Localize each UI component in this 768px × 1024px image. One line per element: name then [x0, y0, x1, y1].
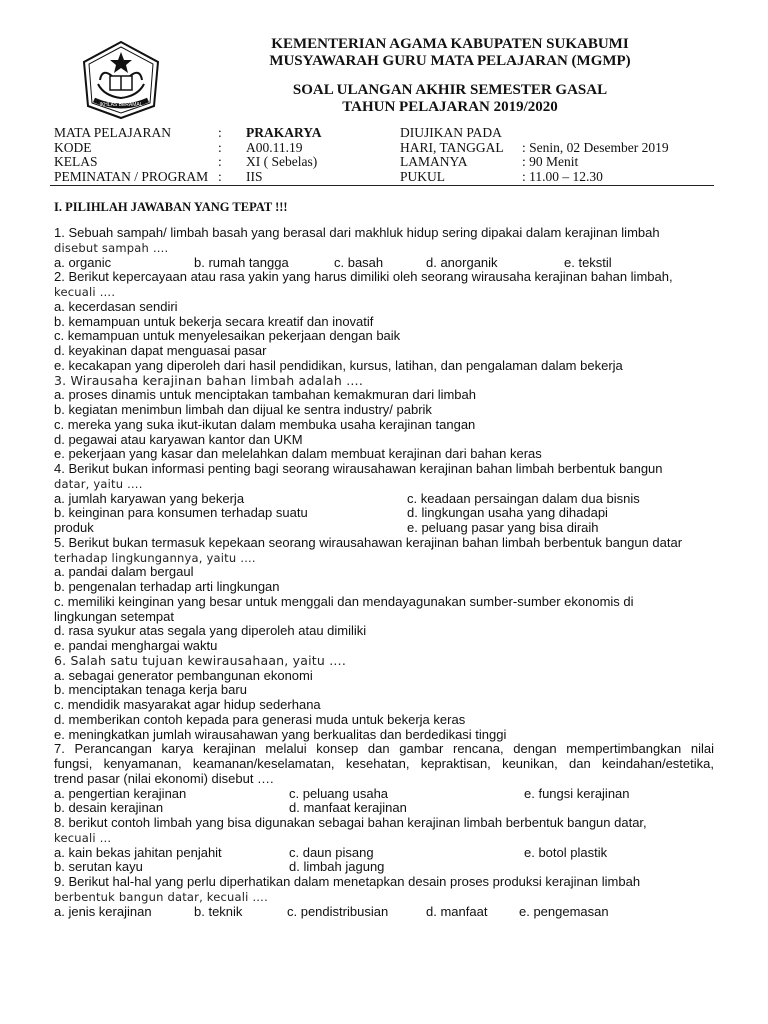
questions: [54, 226, 714, 919]
question-8-cont: kecuali …: [54, 830, 112, 845]
option: e. tekstil: [564, 254, 612, 270]
option: e. pengemasan: [519, 903, 609, 919]
question-4-options: [54, 492, 714, 507]
option: c. kemampuan untuk menyelesaikan pekerjaan dengan baik: [54, 328, 401, 344]
info-value: PRAKARYA: [246, 125, 322, 140]
info-label: PEMINATAN / PROGRAM: [54, 168, 209, 184]
question-4-options: [54, 521, 714, 536]
info-value: : 90 Menit: [522, 154, 579, 169]
question-2: 2. Berikut kepercayaan atau rasa yakin yang harus dimiliki oleh seorang wirausaha kerajinan bahan limbah,: [54, 269, 673, 285]
question-1: 1. Sebuah sampah/ limbah basah yang berasal dari makhluk hidup sering dipakai dalam kerajinan limbah: [54, 225, 660, 240]
info-row: [54, 155, 714, 170]
question-5-cont: terhadap lingkungannya, yaitu ….: [54, 550, 256, 565]
info-value: IIS: [246, 168, 263, 184]
info-sep: :: [218, 168, 222, 184]
option: d. keyakinan dapat menguasai pasar: [54, 343, 267, 358]
question-8-options: [54, 846, 714, 861]
option: e. pandai menghargai waktu: [54, 638, 218, 653]
option: c. memiliki keinginan yang besar untuk menggali dan mendayagunakan sumber-sumber ekonomis di: [54, 593, 634, 609]
option: c. mereka yang suka ikut-ikutan dalam membuka usaha kerajinan tangan: [54, 416, 476, 432]
exam-info-table: [54, 126, 714, 184]
option: a. kain bekas jahitan penjahit: [54, 844, 222, 860]
question-7-line3: trend pasar (nilai ekonomi) disebut ….: [54, 770, 274, 786]
info-row: [54, 141, 714, 156]
question-8-options: [54, 860, 714, 875]
option: c. peluang usaha: [289, 785, 389, 801]
info-label: DIUJIKAN PADA: [400, 125, 502, 140]
logo-motto: IKHLAS BERAMAL: [99, 102, 143, 108]
info-label: LAMANYA: [400, 154, 468, 169]
header-academic-year: TAHUN PELAJARAN 2019/2020: [342, 99, 558, 115]
option: c. pendistribusian: [287, 903, 389, 919]
option: a. pandai dalam bergaul: [54, 564, 194, 580]
option: c. daun pisang: [289, 844, 374, 860]
question-9: 9. Berikut hal-hal yang perlu diperhatikan dalam menetapkan desain proses produksi kerajinan limbah: [54, 874, 641, 889]
option-cont: produk: [54, 520, 94, 535]
option: c. keadaan persaingan dalam dua bisnis: [407, 490, 640, 506]
option: c. basah: [334, 254, 384, 270]
info-value: : 11.00 – 12.30: [522, 168, 603, 184]
option: b. kemampuan untuk bekerja secara kreatif dan inovatif: [54, 313, 374, 329]
option: e. kecakapan yang diperoleh dari hasil pendidikan, kursus, latihan, dan pengalaman dalam bekerja: [54, 357, 623, 373]
option: b. keinginan para konsumen terhadap suatu: [54, 505, 308, 521]
question-1-cont: disebut sampah ….: [54, 240, 169, 255]
option: b. pengenalan terhadap arti lingkungan: [54, 579, 280, 594]
header-exam-title: SOAL ULANGAN AKHIR SEMESTER GASAL: [292, 82, 608, 98]
info-label: KODE: [54, 139, 92, 155]
option: b. kegiatan menimbun limbah dan dijual ke sentra industry/ pabrik: [54, 402, 432, 417]
question-4-options: [54, 506, 714, 521]
info-row: [54, 126, 714, 141]
option: d. manfaat: [426, 903, 488, 919]
option: a. kecerdasan sendiri: [54, 298, 178, 314]
info-row: [54, 170, 714, 185]
question-5: 5. Berikut bukan termasuk kepekaan seorang wirausahawan kerajinan bahan limbah berbentuk bangun datar: [54, 534, 683, 550]
option: d. limbah jagung: [289, 859, 385, 875]
option: e. botol plastik: [524, 844, 608, 860]
option: d. rasa syukur atas segala yang diperoleh atau dimiliki: [54, 623, 367, 639]
option: a. jumlah karyawan yang bekerja: [54, 490, 245, 506]
option: b. rumah tangga: [194, 254, 289, 270]
option: d. pegawai atau karyawan kantor dan UKM: [54, 431, 303, 447]
info-label: KELAS: [54, 154, 98, 169]
question-4-cont: datar, yaitu ….: [54, 476, 143, 491]
option: a. proses dinamis untuk menciptakan tambahan kemakmuran dari limbah: [54, 387, 476, 403]
option: b. teknik: [194, 903, 243, 919]
info-sep: :: [218, 154, 222, 169]
option: e. meningkatkan jumlah wirausahawan yang berkualitas dan berdedikasi tinggi: [54, 726, 507, 742]
option: e. pekerjaan yang kasar dan melelahkan dalam membuat kerajinan dari bahan keras: [54, 446, 542, 462]
option: b. desain kerajinan: [54, 800, 164, 816]
option: a. jenis kerajinan: [54, 903, 152, 919]
info-label: PUKUL: [400, 168, 446, 184]
question-4: 4. Berikut bukan informasi penting bagi seorang wirausahawan kerajinan bahan limbah berbentuk bangun: [54, 461, 663, 476]
option: d. memberikan contoh kepada para generasi muda untuk bekerja keras: [54, 711, 466, 727]
info-label: MATA PELAJARAN: [54, 125, 172, 140]
question-8: 8. berikut contoh limbah yang bisa digunakan sebagai bahan kerajinan limbah berbentuk bangun datar,: [54, 815, 647, 830]
question-9-cont: berbentuk bangun datar, kecuali ….: [54, 889, 268, 904]
option-cont: lingkungan setempat: [54, 608, 174, 624]
header-divider: [50, 185, 714, 186]
option: c. mendidik masyarakat agar hidup sederhana: [54, 697, 321, 712]
option: b. serutan kayu: [54, 859, 143, 875]
option: e. fungsi kerajinan: [524, 785, 630, 801]
option: e. peluang pasar yang bisa diraih: [407, 520, 599, 535]
option: d. manfaat kerajinan: [289, 800, 407, 816]
question-9-options: [54, 905, 714, 920]
header-mgmp: MUSYAWARAH GURU MATA PELAJARAN (MGMP): [269, 53, 631, 69]
ministry-emblem-icon: [80, 40, 162, 120]
question-7-options: [54, 801, 714, 816]
info-label: HARI, TANGGAL: [400, 139, 504, 155]
info-value: A00.11.19: [246, 139, 303, 155]
option: a. sebagai generator pembangunan ekonomi: [54, 667, 313, 683]
option: b. menciptakan tenaga kerja baru: [54, 682, 247, 698]
option: d. lingkungan usaha yang dihadapi: [407, 505, 608, 521]
option: a. pengertian kerajinan: [54, 785, 187, 801]
option: d. anorganik: [426, 254, 498, 270]
question-7-options: [54, 787, 714, 802]
info-sep: :: [218, 139, 222, 155]
info-sep: :: [218, 125, 222, 140]
info-value: : Senin, 02 Desember 2019: [522, 139, 669, 155]
header-ministry: KEMENTERIAN AGAMA KABUPATEN SUKABUMI: [271, 36, 629, 52]
question-7-line2: fungsi, kenyamanan, keamanan/keselamatan, kesehatan, kepraktisan, keunikan, dan keindahan/estetika,: [54, 756, 714, 771]
question-1-options: [54, 256, 714, 271]
section-title: I. PILIHLAH JAWABAN YANG TEPAT !!!: [54, 200, 288, 214]
info-value: XI ( Sebelas): [246, 154, 318, 169]
question-6: 6. Salah satu tujuan kewirausahaan, yaitu ….: [54, 652, 347, 668]
question-3: 3. Wirausaha kerajinan bahan limbah adalah ….: [54, 372, 364, 388]
question-7: 7. Perancangan karya kerajinan melalui konsep dan gambar rencana, dengan mempertimbangkan nilai: [54, 741, 714, 757]
option: a. organic: [54, 254, 112, 270]
question-2-cont: kecuali ….: [54, 285, 116, 299]
